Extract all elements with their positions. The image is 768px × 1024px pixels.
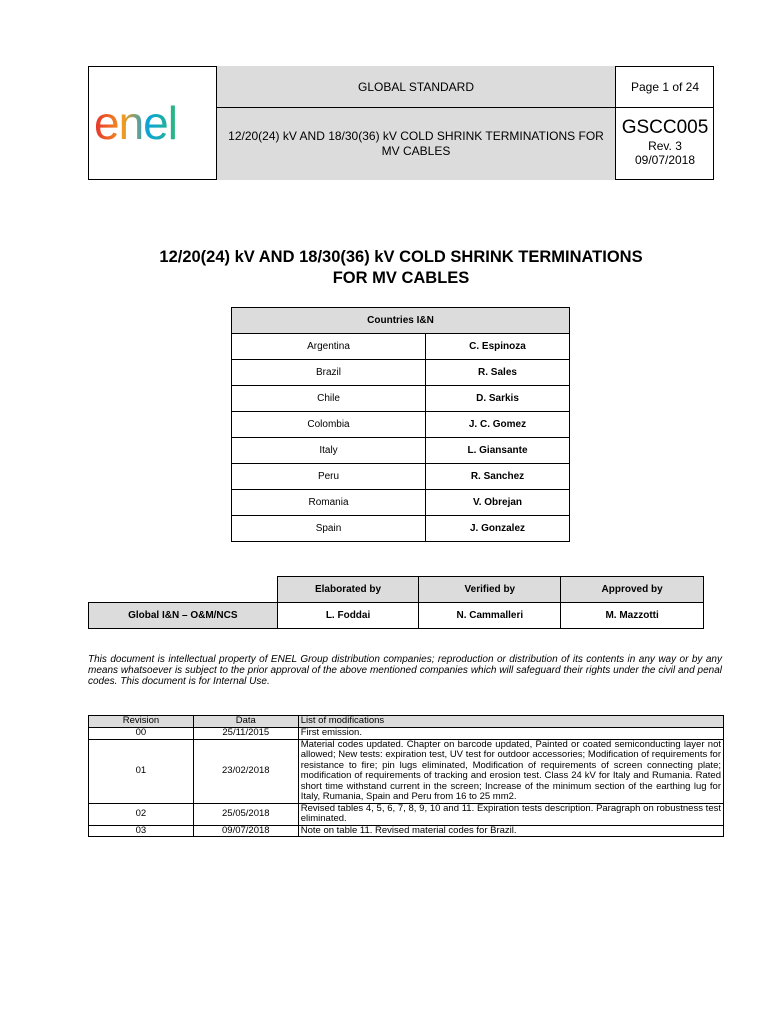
country-cell: Colombia	[232, 412, 426, 438]
representative-cell: R. Sales	[426, 360, 570, 386]
disclaimer-text: This document is intellectual property of ENEL Group distribution companies; reproduction or distribution of its contents in any way or by any means whatsoever is subject to the prior approval of the above mentioned companies which will safeguard their rights under the civil and penal codes. This document is for Internal Use.	[88, 654, 722, 687]
revision-date-cell: 09/07/2018	[193, 825, 298, 837]
country-cell: Brazil	[232, 360, 426, 386]
table-row	[232, 360, 570, 386]
revision-number: 01	[89, 739, 194, 803]
revision-date-cell: 25/11/2015	[193, 728, 298, 740]
table-row	[232, 438, 570, 464]
revision-date: 09/07/2018	[634, 153, 696, 167]
global-standard-label: GLOBAL STANDARD	[217, 66, 616, 108]
page-number: Page 1 of 24	[616, 66, 714, 108]
document-code-block	[616, 108, 714, 180]
page-title-line-1: 12/20(24) kV AND 18/30(36) kV COLD SHRINK TERMINATIONS	[159, 248, 643, 266]
elaborated-by-value: L. Foddai	[277, 603, 419, 629]
representative-cell: J. Gonzalez	[426, 516, 570, 542]
countries-table-header-row	[232, 308, 570, 334]
countries-table	[231, 307, 570, 542]
country-cell: Peru	[232, 464, 426, 490]
representative-cell: L. Giansante	[426, 438, 570, 464]
table-row	[232, 490, 570, 516]
approval-table	[88, 576, 704, 629]
table-row	[232, 516, 570, 542]
revision-date-cell: 25/05/2018	[193, 803, 298, 825]
verified-by-value: N. Cammalleri	[419, 603, 561, 629]
table-row	[232, 464, 570, 490]
country-cell: Chile	[232, 386, 426, 412]
revision-label: Rev. 3	[648, 139, 682, 153]
organization-cell: Global I&N – O&M/NCS	[89, 603, 278, 629]
page-title-line-2: FOR MV CABLES	[332, 269, 470, 287]
revision-history-table	[88, 715, 724, 837]
representative-cell: V. Obrejan	[426, 490, 570, 516]
country-cell: Argentina	[232, 334, 426, 360]
revision-modifications: Material codes updated. Chapter on barcode updated, Painted or coated semiconducting layer not allowed; New tests: expiration test, UV test for outdoor accessories; Modification of requirements for resistance to fire; pin lugs eliminated, Modification of requirements of screen connecting plate; modification of requirements of tracking and erosion test. Class 24 kV for Italy and Rumania. Rated short time withstand current in the screen; Increase of the minimum section of the earthing lug for Italy, Rumania, Spain and Peru from 16 to 25 mm2.	[298, 739, 723, 803]
representative-cell: C. Espinoza	[426, 334, 570, 360]
representative-cell: J. C. Gomez	[426, 412, 570, 438]
date-column-header: Data	[193, 716, 298, 728]
document-code: GSCC005	[621, 117, 709, 138]
revision-modifications: First emission.	[298, 728, 723, 740]
revision-modifications: Revised tables 4, 5, 6, 7, 8, 9, 10 and 11. Expiration tests description. Paragraph on robustness test eliminated.	[298, 803, 723, 825]
revision-column-header: Revision	[89, 716, 194, 728]
enel-logo-graphic	[92, 101, 212, 145]
revision-number: 03	[89, 825, 194, 837]
countries-table-header: Countries I&N	[232, 308, 570, 334]
revision-number: 02	[89, 803, 194, 825]
table-row	[89, 803, 724, 825]
approval-header-row	[89, 577, 704, 603]
approval-empty-cell	[89, 577, 278, 603]
revision-modifications: Note on table 11. Revised material codes for Brazil.	[298, 825, 723, 837]
enel-logo-text: enel	[94, 101, 177, 145]
representative-cell: R. Sanchez	[426, 464, 570, 490]
table-row	[232, 386, 570, 412]
verified-by-header: Verified by	[419, 577, 561, 603]
country-cell: Spain	[232, 516, 426, 542]
approved-by-header: Approved by	[561, 577, 704, 603]
table-row	[232, 412, 570, 438]
table-row	[89, 728, 724, 740]
revision-number: 00	[89, 728, 194, 740]
modifications-column-header: List of modifications	[298, 716, 723, 728]
table-row	[89, 739, 724, 803]
representative-cell: D. Sarkis	[426, 386, 570, 412]
country-cell: Romania	[232, 490, 426, 516]
revision-header-row	[89, 716, 724, 728]
table-row	[89, 825, 724, 837]
approved-by-value: M. Mazzotti	[561, 603, 704, 629]
enel-logo	[88, 66, 217, 180]
country-cell: Italy	[232, 438, 426, 464]
approval-values-row	[89, 603, 704, 629]
revision-date-cell: 23/02/2018	[193, 739, 298, 803]
page-title	[88, 247, 714, 289]
header-document-title: 12/20(24) kV AND 18/30(36) kV COLD SHRINK TERMINATIONS FOR MV CABLES	[217, 108, 616, 180]
table-row	[232, 334, 570, 360]
elaborated-by-header: Elaborated by	[277, 577, 419, 603]
